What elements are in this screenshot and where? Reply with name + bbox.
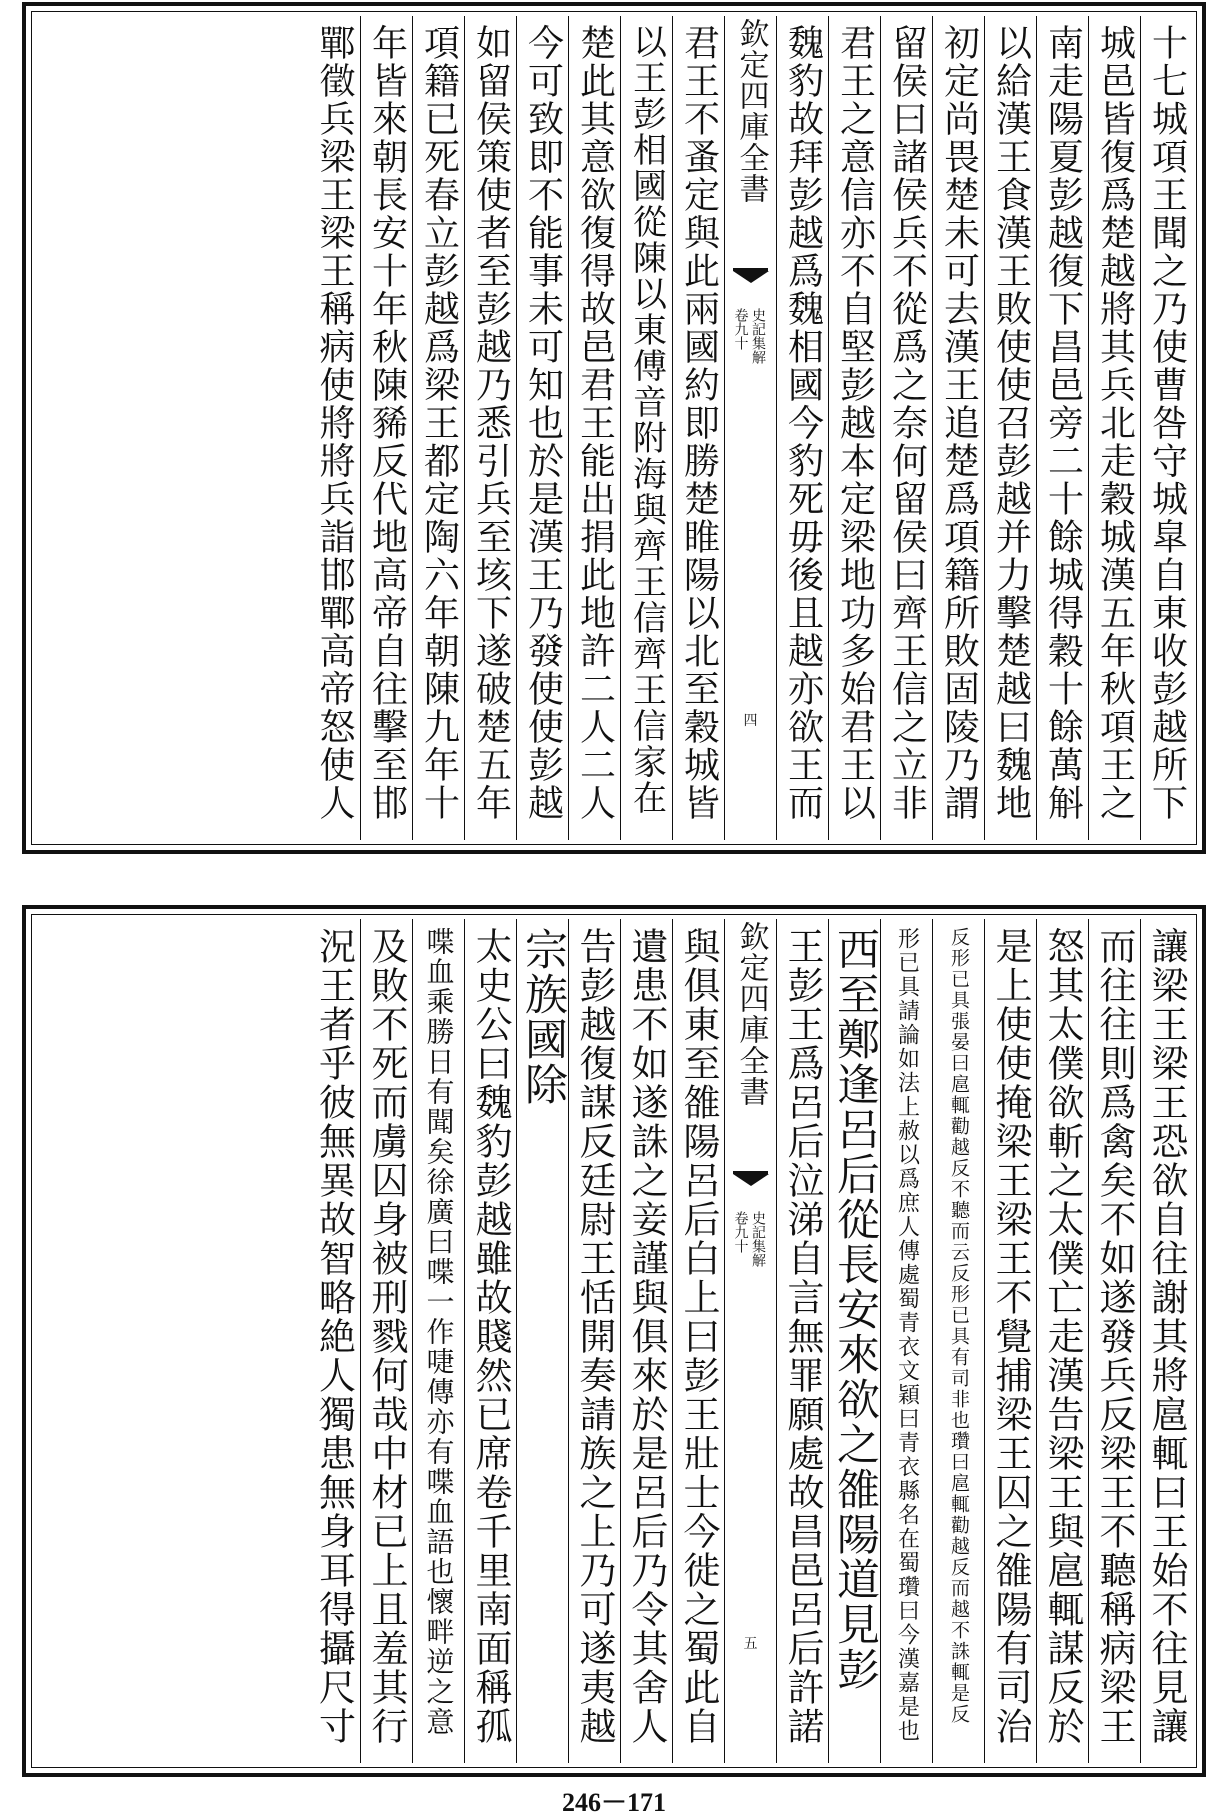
text-column bbox=[464, 16, 516, 840]
fish-tail-mark bbox=[733, 268, 768, 295]
center-margin-header bbox=[724, 16, 776, 840]
volume-number: 卷九十 bbox=[732, 308, 749, 350]
column-text: 形已具請論如法上赦以爲庶人傳處蜀青衣文穎曰青衣縣名在蜀瓚曰今漢嘉是也 bbox=[894, 927, 920, 1743]
text-column bbox=[1140, 919, 1192, 1763]
text-column bbox=[308, 16, 360, 840]
column-text: 及敗不死而虜囚身被刑戮何哉中材已上且羞其行 bbox=[365, 927, 408, 1746]
text-column bbox=[776, 919, 828, 1763]
volume-number: 卷九十 bbox=[732, 1211, 749, 1253]
column-text: 西至鄭逢呂后從長安來欲之雒陽道見彭 bbox=[830, 927, 880, 1692]
column-text: 怒其太僕欲斬之太僕亡走漢告梁王與扈輒謀反於 bbox=[1041, 927, 1084, 1746]
column-text: 楚此其意欲復得故邑君王能出捐此地許二人二人 bbox=[574, 24, 616, 822]
column-text: 反形已具張晏曰扈輒勸越反不聽而云反形已具有司非也瓚曰扈輒勸越反而越不誅輒是反 bbox=[948, 927, 970, 1725]
text-column bbox=[1088, 16, 1140, 840]
text-column bbox=[828, 16, 880, 840]
column-text: 遺患不如遂誅之妾謹與俱來於是呂后乃令其舍人 bbox=[625, 927, 668, 1746]
column-text: 鄲徵兵梁王梁王稱病使將將兵詣邯鄲高帝怒使人 bbox=[314, 24, 355, 822]
column-text: 太史公曰魏豹彭越雖故賤然已席卷千里南面稱孤 bbox=[469, 927, 512, 1746]
text-column bbox=[412, 919, 464, 1763]
text-column bbox=[984, 16, 1036, 840]
column-text: 魏豹故拜彭越爲魏相國今豹死毋後且越亦欲王而 bbox=[782, 24, 824, 822]
column-text: 今可致即不能事未可知也於是漢王乃發使使彭越 bbox=[522, 24, 564, 822]
column-text: 讓梁王梁王恐欲自往謝其將扈輒曰王始不往見讓 bbox=[1145, 927, 1188, 1746]
book-name: 史記集解 bbox=[750, 1211, 766, 1267]
text-column bbox=[672, 16, 724, 840]
text-column bbox=[1140, 16, 1192, 840]
column-text: 君王之意信亦不自堅彭越本定梁地功多始君王以 bbox=[834, 24, 876, 822]
column-text: 王彭王爲呂后泣涕自言無罪願處故昌邑呂后許諾 bbox=[781, 927, 824, 1746]
column-text: 城邑皆復爲楚越將其兵北走穀城漢五年秋項王之 bbox=[1094, 24, 1136, 822]
column-text: 十七城項王聞之乃使曹咎守城皐自東收彭越所下 bbox=[1146, 24, 1188, 822]
column-text: 以王彭相國從陳以東傅音附海與齊王信齊王信家在 bbox=[626, 24, 667, 816]
book-subtitle bbox=[731, 308, 766, 364]
column-text: 年皆來朝長安十年秋陳豨反代地高帝自往擊至邯 bbox=[366, 24, 408, 822]
text-column bbox=[1036, 919, 1088, 1763]
top-page-frame bbox=[22, 2, 1206, 854]
text-column bbox=[828, 919, 880, 1763]
top-page-columns bbox=[36, 16, 1192, 840]
text-column bbox=[984, 919, 1036, 1763]
column-text: 項籍已死春立彭越爲梁王都定陶六年朝陳九年十 bbox=[418, 24, 460, 822]
column-text: 況王者乎彼無異故智略絶人獨患無身耳得攝尺寸 bbox=[312, 927, 356, 1746]
book-title: 欽定四庫全書 bbox=[733, 921, 769, 1107]
text-column bbox=[1088, 919, 1140, 1763]
text-column bbox=[1036, 16, 1088, 840]
text-column bbox=[880, 16, 932, 840]
text-column bbox=[360, 919, 412, 1763]
text-column bbox=[880, 919, 932, 1763]
text-column bbox=[308, 919, 360, 1763]
page-footer-label: 246－171 bbox=[561, 1788, 666, 1817]
column-text: 以給漢王食漢王敗使使召彭越并力擊楚越曰魏地 bbox=[990, 24, 1032, 822]
column-text: 南走陽夏彭越復下昌邑旁二十餘城得穀十餘萬斛 bbox=[1042, 24, 1084, 822]
text-column bbox=[464, 919, 516, 1763]
text-column bbox=[568, 919, 620, 1763]
text-column bbox=[620, 919, 672, 1763]
column-text: 留侯曰諸侯兵不從爲之奈何留侯曰齊王信之立非 bbox=[886, 24, 928, 822]
bottom-page-frame bbox=[22, 905, 1206, 1777]
column-text: 宗族國除 bbox=[518, 927, 568, 1107]
book-subtitle bbox=[731, 1211, 766, 1267]
column-text: 如留侯策使者至彭越乃悉引兵至垓下遂破楚五年 bbox=[470, 24, 512, 822]
column-text: 初定尚畏楚未可去漢王追楚爲項籍所敗固陵乃謂 bbox=[938, 24, 980, 822]
text-column bbox=[516, 16, 568, 840]
text-column bbox=[776, 16, 828, 840]
column-text: 而往往則爲禽矣不如遂發兵反梁王不聽稱病梁王 bbox=[1093, 927, 1136, 1746]
text-column bbox=[932, 919, 984, 1763]
text-column bbox=[620, 16, 672, 840]
book-title: 欽定四庫全書 bbox=[733, 18, 769, 204]
center-margin-header bbox=[724, 919, 776, 1763]
leaf-number: 四 bbox=[743, 713, 758, 729]
leaf-number: 五 bbox=[743, 1636, 758, 1652]
text-column bbox=[516, 919, 568, 1763]
column-text: 是上使使掩梁王梁王不覺捕梁王囚之雒陽有司治 bbox=[989, 927, 1032, 1746]
book-name: 史記集解 bbox=[750, 308, 766, 364]
bottom-page-columns bbox=[36, 919, 1192, 1763]
text-column bbox=[932, 16, 984, 840]
column-text: 告彭越復謀反廷尉王恬開奏請族之上乃可遂夷越 bbox=[573, 927, 616, 1746]
column-text: 與俱東至雒陽呂后白上曰彭王壯士今徙之蜀此自 bbox=[677, 927, 720, 1746]
text-column bbox=[412, 16, 464, 840]
text-column bbox=[568, 16, 620, 840]
column-text: 君王不蚤定與此兩國約即勝楚睢陽以北至穀城皆 bbox=[678, 24, 720, 822]
text-column bbox=[672, 919, 724, 1763]
text-column bbox=[360, 16, 412, 840]
fish-tail-mark bbox=[733, 1171, 768, 1198]
column-text: 喋血乘勝日有聞矣徐廣曰喋一作啑傳亦有喋血語也懷畔逆之意 bbox=[422, 927, 456, 1737]
